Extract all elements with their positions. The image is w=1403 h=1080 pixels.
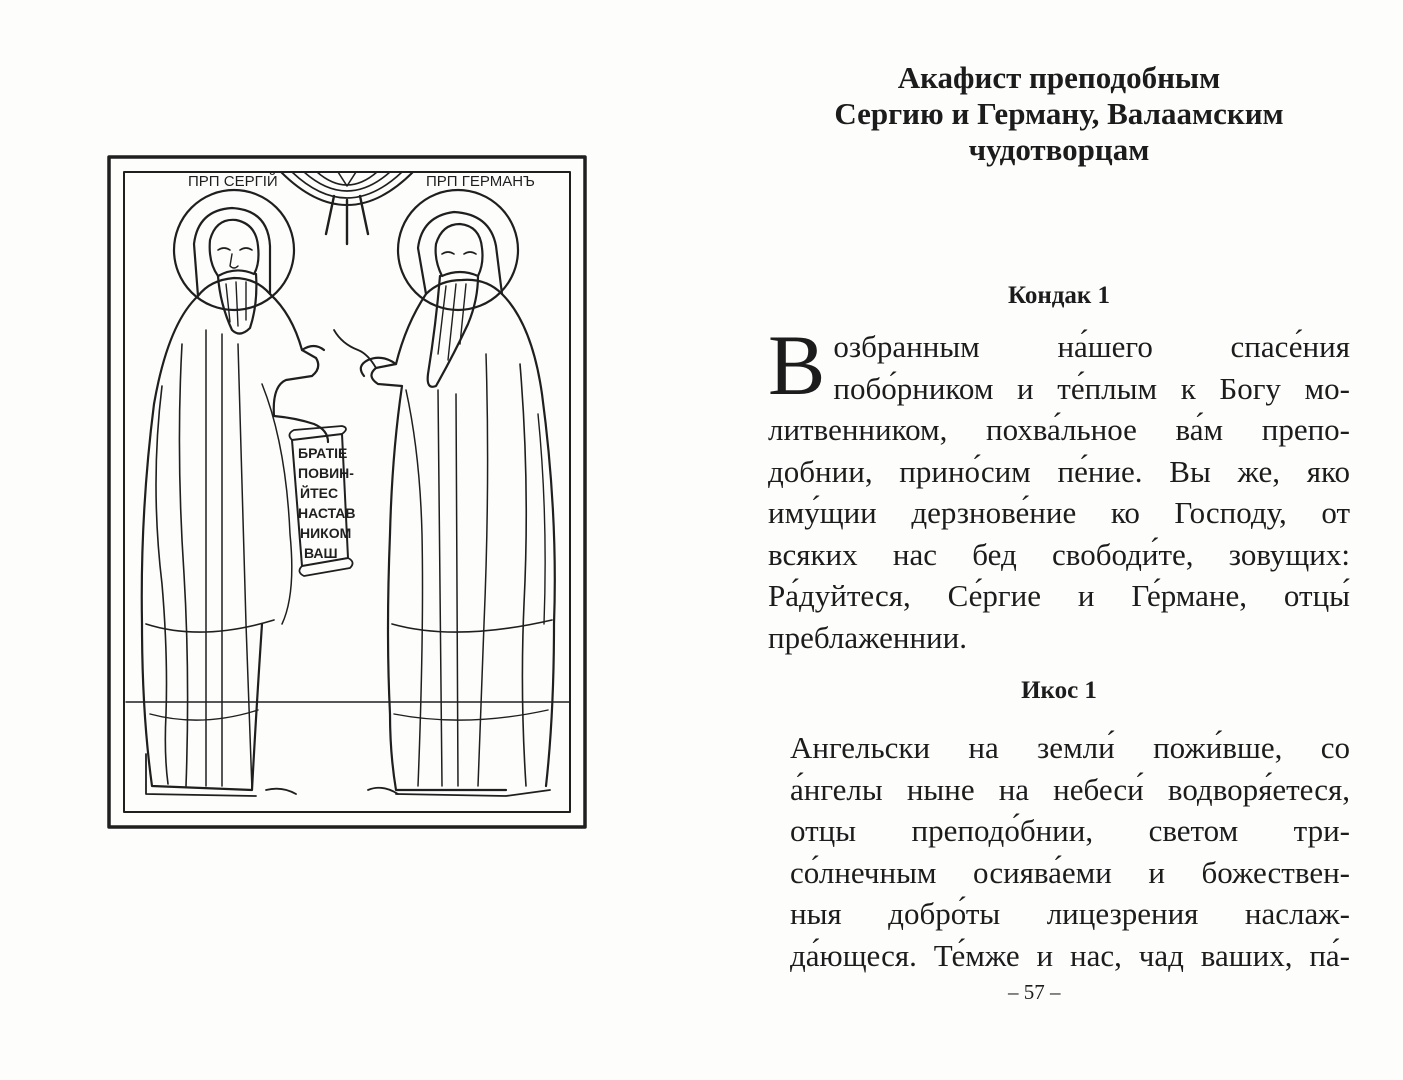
kondak-line: озбранным на́шего спасе́ния: [833, 329, 1350, 364]
scroll-line-1: БРАТІЕ: [298, 445, 348, 461]
icon-illustration: [106, 154, 588, 830]
label-herman: ПРП ГЕРМАНЪ: [426, 173, 535, 190]
kondak-line: преблаженнии.: [768, 619, 967, 655]
kondak-text: [768, 317, 1350, 658]
title-line-3: чудотворцам: [968, 132, 1150, 167]
ikos-line: со́лнечным осиява́еми и божествен-: [790, 854, 1350, 890]
scroll-line-2: ПОВИН-: [298, 465, 354, 481]
kondak-line: побо́рником и те́плым к Богу мо-: [833, 370, 1350, 406]
ikos-line: а́нгелы ныне на небеси́ водворя́етеся,: [790, 771, 1350, 807]
page-number: – 57 –: [1008, 980, 1061, 1004]
ikos-line: да́ющеся. Те́мже и нас, чад ваших, па́-: [790, 937, 1350, 973]
ikos-heading: Икос 1: [1021, 677, 1097, 704]
kondak-line: иму́щии дерзнове́ние ко Господу, от: [768, 495, 1350, 530]
title-line-1: Акафист преподобным: [897, 60, 1221, 95]
title-line-2: Сергию и Герману, Валаамским: [834, 96, 1284, 131]
ikos-line: Ангельски на земли́ пожи́вше, со: [790, 730, 1350, 765]
kondak-line: литвенником, похва́льное ва́м препо-: [768, 412, 1350, 447]
kondak-line: всяких нас бед свободи́те, зовущих:: [768, 536, 1350, 572]
ikos-line: ныя добро́ты лицезрения наслаж-: [790, 896, 1350, 931]
page-title: [768, 60, 1350, 168]
ikos-line: отцы преподо́бнии, светом три-: [790, 813, 1350, 848]
kondak-heading: Кондак 1: [1007, 282, 1111, 309]
scroll-line-4: НАСТАВ: [298, 505, 356, 521]
kondak-line: добнии, прино́сим пе́ние. Вы же, яко: [768, 453, 1350, 489]
scroll-line-6: ВАШ: [304, 545, 338, 561]
label-sergius: ПРП СЕРГІЙ: [188, 173, 278, 190]
kondak-line: Ра́дуйтеся, Се́ргие и Ге́рмане, отцы́: [768, 578, 1350, 613]
drop-cap: В: [768, 317, 826, 413]
saints-icon: [106, 154, 588, 830]
scroll-line-3: ЙТЕС: [300, 485, 339, 501]
ikos-text: [768, 727, 1350, 976]
scroll-line-5: НИКОМ: [300, 525, 352, 541]
